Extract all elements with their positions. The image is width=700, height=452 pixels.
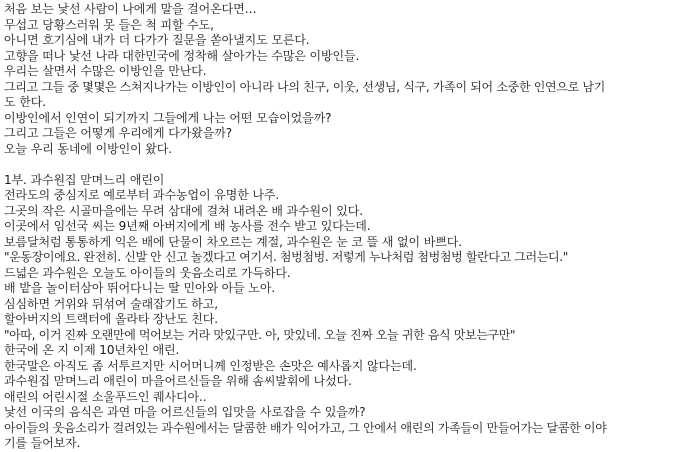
text-line: 낯선 이국의 음식은 과연 마을 어르신들의 입맛을 사로잡을 수 있을까? (4, 405, 366, 419)
text-line: 드넓은 과수원은 오늘도 아이들의 웃음소리로 가득하다. (4, 265, 291, 280)
text-line: 그리고 그들 중 몇몇은 스쳐지나가는 이방인이 아니라 나의 친구, 이웃, 선생님, 식구, 가족이 되어 소중한 인연으로 남기 (4, 79, 606, 94)
text-line: 그곳의 작은 시골마을에는 무려 삼대에 걸쳐 내려온 배 과수원이 있다. (4, 203, 363, 218)
text-line: 이방인에서 인연이 되기까지 그들에게 나는 어떤 모습이었을까? (4, 110, 332, 125)
text-line: 아이들의 웃음소리가 걸려있는 과수원에서는 달콤한 배가 익어가고, 그 안에서 애린의 가족들이 만들어가는 달콤한 이야 (4, 420, 607, 435)
quote-line: "운동장이에요. 완전히. 신발 안 신고 놀겠다고 여기서. 첨벙첨벙. 저렇게 누나처럼 첨벙첨벙 할란다고 그러는디." (4, 250, 568, 264)
article-body (4, 2, 696, 452)
text-line: 한국말은 아직도 좀 서투르지만 시어머니께 인정받은 손맛은 예사롭지 않다는데. (4, 358, 417, 373)
text-line: 심심하면 거위와 뒤섞여 술래잡기도 하고, (4, 296, 218, 311)
text-line: 할아버지의 트랙터에 올라타 장난도 친다. (4, 312, 218, 326)
quote-line: "아따, 이거 진짜 오랜만에 먹어보는 거라 맛있구만. 아, 맛있네. 오늘 진짜 오늘 귀한 음식 맛보는구만" (4, 327, 516, 342)
paragraph-gap (4, 157, 696, 173)
text-line: 아니면 호기심에 내가 더 다가가 질문을 쏟아낼지도 모른다. (4, 33, 310, 47)
text-line: 과수원집 맏며느리 애린이 마을어르신들을 위해 솜씨발휘에 나섰다. (4, 374, 352, 388)
part1-section (4, 173, 696, 452)
text-line: 이곳에서 임선국 씨는 9년째 아버지에게 배 농사를 전수 받고 있다는데. (4, 219, 371, 233)
text-line: 한국에 온 지 이제 10년차인 애린. (4, 343, 180, 357)
text-line: 도 한다. (4, 95, 46, 109)
text-line: 보름달처럼 통통하게 익은 배에 단물이 차오르는 계절, 과수원은 눈 코 뜰 새 없이 바쁘다. (4, 234, 462, 249)
text-line: 기를 들어보자. (4, 436, 81, 450)
section-title: 1부. 과수원집 맏며느리 애린이 (4, 172, 165, 187)
text-line: 오늘 우리 동네에 이방인이 왔다. (4, 141, 172, 156)
text-line: 우리는 살면서 수많은 이방인을 만난다. (4, 64, 207, 78)
text-line: 애린의 어린시절 소울푸드인 퀘사디아.. (4, 389, 207, 404)
text-line: 고향을 떠나 낯선 나라 대한민국에 정착해 살아가는 수많은 이방인들. (4, 48, 360, 63)
text-line: 그리고 그들은 어떻게 우리에게 다가왔을까? (4, 126, 232, 140)
text-line: 무섭고 당황스러워 못 들은 척 피할 수도, (4, 17, 214, 32)
text-line: 처음 보는 낯선 사람이 나에게 말을 걸어온다면… (4, 2, 257, 16)
intro-paragraph (4, 2, 696, 157)
text-line: 배 밭을 놀이터삼아 뛰어다니는 딸 민아와 아들 노아. (4, 281, 276, 295)
text-line: 전라도의 중심지로 예로부터 과수농업이 유명한 나주. (4, 188, 280, 202)
